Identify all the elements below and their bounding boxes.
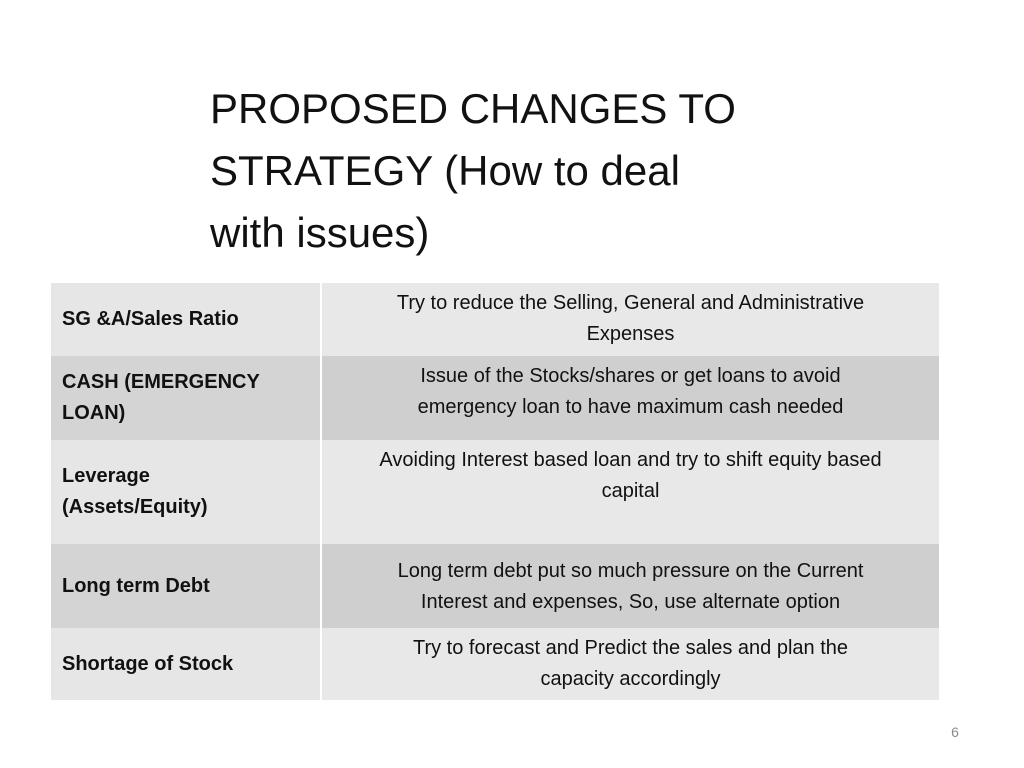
issue-cell: [51, 283, 321, 356]
issue-label-line: Long term Debt: [62, 574, 210, 597]
change-cell: [321, 440, 939, 544]
title-line: with issues): [210, 209, 430, 256]
change-cell: [321, 356, 939, 440]
change-cell: [321, 283, 939, 356]
issue-cell: [51, 356, 321, 440]
table-row: [51, 440, 939, 544]
table-row: [51, 356, 939, 440]
issue-cell: [51, 544, 321, 628]
table-row: [51, 283, 939, 356]
issue-label-line: Leverage: [62, 465, 150, 487]
strategy-table: [51, 283, 939, 700]
slide-title: [210, 78, 770, 264]
title-line: PROPOSED CHANGES TO: [210, 85, 736, 132]
change-cell: [321, 544, 939, 628]
table-row: [51, 628, 939, 700]
issue-label-line: CASH (EMERGENCY: [62, 371, 260, 393]
issue-label-line: Shortage of Stock: [62, 652, 234, 675]
issue-cell: [51, 628, 321, 700]
change-text-line: capacity accordingly: [540, 668, 721, 690]
change-text-line: emergency loan to have maximum cash needed: [417, 396, 844, 418]
change-cell: [321, 628, 939, 700]
issue-label-line: SG &A/Sales Ratio: [62, 308, 239, 330]
change-text-line: Try to reduce the Selling, General and Administrative: [396, 292, 865, 314]
change-text-line: Issue of the Stocks/shares or get loans to avoid: [420, 365, 841, 387]
page-number: 6: [951, 724, 959, 740]
issue-label-line: LOAN): [62, 402, 126, 424]
change-text-line: Long term debt put so much pressure on the Current: [397, 560, 864, 582]
change-text-line: capital: [601, 480, 660, 502]
title-line: STRATEGY (How to deal: [210, 147, 680, 194]
table-row: [51, 544, 939, 628]
change-text-line: Try to forecast and Predict the sales and plan the: [412, 637, 849, 659]
change-text-line: Expenses: [586, 323, 675, 345]
change-text-line: Avoiding Interest based loan and try to shift equity based: [379, 449, 882, 471]
change-text-line: Interest and expenses, So, use alternate option: [420, 591, 841, 613]
issue-cell: [51, 440, 321, 544]
issue-label-line: (Assets/Equity): [62, 496, 208, 518]
